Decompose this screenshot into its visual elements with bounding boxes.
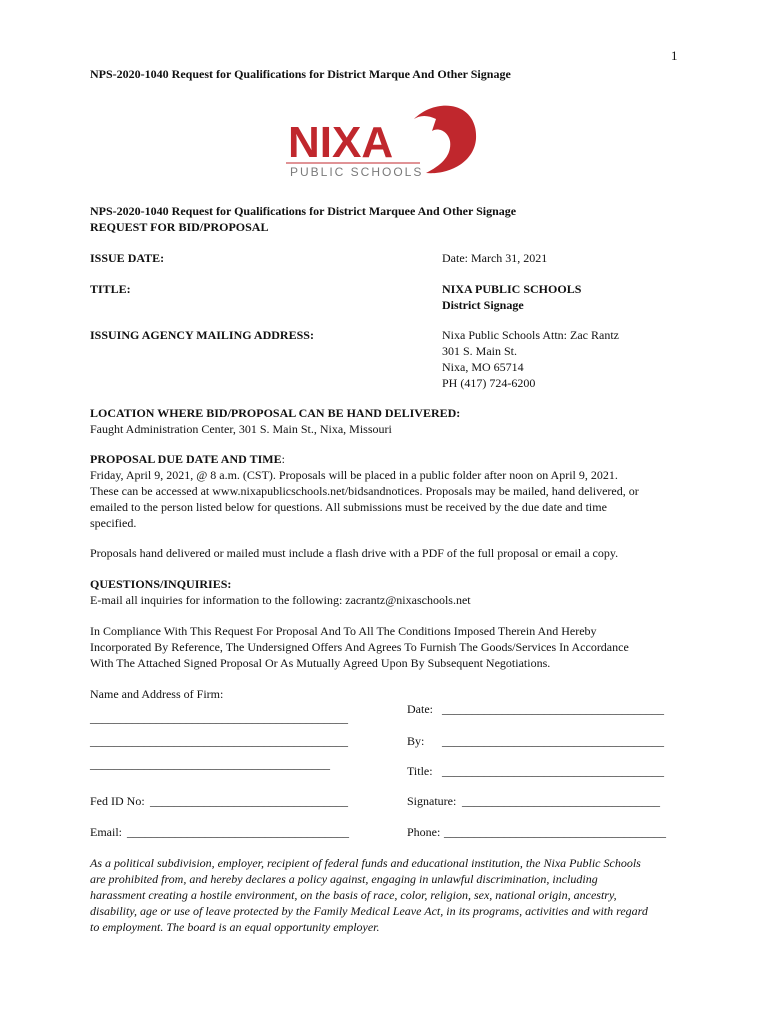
signature-field[interactable]: _________________________________ bbox=[462, 794, 660, 808]
eagle-icon bbox=[414, 106, 476, 174]
due-text-line: These can be accessed at www.nixapublicschools.net/bidsandnotices. Proposals may be mailed, hand delivered, or bbox=[90, 484, 639, 498]
eeo-line: disability, age or use of leave protected by the Family Medical Leave Act, in its programs, activities and with regard bbox=[90, 904, 648, 918]
fed-id-field[interactable]: _________________________________ bbox=[150, 794, 348, 808]
doc-title: NPS-2020-1040 Request for Qualifications for District Marquee And Other Signage bbox=[90, 204, 517, 218]
title-value-line-1: NIXA PUBLIC SCHOOLS bbox=[442, 282, 582, 296]
location-heading: LOCATION WHERE BID/PROPOSAL CAN BE HAND DELIVERED: bbox=[90, 406, 461, 420]
fed-id-label: Fed ID No: bbox=[90, 794, 145, 808]
by-label: By: bbox=[407, 734, 425, 748]
title-label: TITLE: bbox=[90, 282, 131, 296]
address-line: 301 S. Main St. bbox=[442, 344, 518, 358]
address-line: PH (417) 724-6200 bbox=[442, 376, 536, 390]
due-text-line: specified. bbox=[90, 516, 137, 530]
questions-text: E-mail all inquiries for information to the following: zacrantz@nixaschools.net bbox=[90, 593, 471, 607]
eeo-line: harassment creating a hostile environment, on the basis of race, color, religion, sex, national origin, ancestry, bbox=[90, 888, 617, 902]
logo-wordmark: NIXA bbox=[288, 118, 394, 167]
date-field[interactable]: _____________________________________ bbox=[442, 702, 664, 716]
phone-label: Phone: bbox=[407, 825, 441, 839]
due-text-line: emailed to the person listed below for questions. All submissions must be received by the due date and time bbox=[90, 500, 607, 514]
header-title: NPS-2020-1040 Request for Qualifications for District Marque And Other Signage bbox=[90, 67, 511, 81]
title-field-label: Title: bbox=[407, 764, 433, 778]
date-label: Date: bbox=[407, 702, 433, 716]
phone-field[interactable]: _____________________________________ bbox=[444, 825, 666, 839]
compliance-line: In Compliance With This Request For Proposal And To All The Conditions Imposed Therein And Hereby bbox=[90, 624, 597, 638]
email-field[interactable]: _____________________________________ bbox=[127, 825, 349, 839]
due-text-line: Friday, April 9, 2021, @ 8 a.m. (CST). Proposals will be placed in a public folder after noon on April 9, 2021. bbox=[90, 468, 618, 482]
address-line: Nixa Public Schools Attn: Zac Rantz bbox=[442, 328, 619, 342]
firm-field-line-1[interactable]: ___________________________________________ bbox=[90, 711, 348, 725]
address-label: ISSUING AGENCY MAILING ADDRESS: bbox=[90, 328, 314, 342]
doc-subtitle: REQUEST FOR BID/PROPOSAL bbox=[90, 220, 269, 234]
logo-subtext: PUBLIC SCHOOLS bbox=[290, 165, 424, 179]
firm-field-line-3[interactable]: ________________________________________ bbox=[90, 757, 330, 771]
title-field[interactable]: _____________________________________ bbox=[442, 764, 664, 778]
questions-heading: QUESTIONS/INQUIRIES: bbox=[90, 577, 232, 591]
nixa-logo bbox=[286, 97, 482, 181]
signature-label: Signature: bbox=[407, 794, 457, 808]
issue-date-label: ISSUE DATE: bbox=[90, 251, 165, 265]
by-field[interactable]: _____________________________________ bbox=[442, 734, 664, 748]
address-line: Nixa, MO 65714 bbox=[442, 360, 524, 374]
issue-date-value: Date: March 31, 2021 bbox=[442, 251, 548, 265]
compliance-line: Incorporated By Reference, The Undersigned Offers And Agrees To Furnish The Goods/Services In Accordance bbox=[90, 640, 629, 654]
due-heading-text: PROPOSAL DUE DATE AND TIME bbox=[90, 452, 282, 466]
firm-field-line-2[interactable]: ___________________________________________ bbox=[90, 734, 348, 748]
page-number: 1 bbox=[671, 48, 678, 63]
eeo-line: As a political subdivision, employer, recipient of federal funds and educational institution, the Nixa Public Schools bbox=[90, 856, 641, 870]
flash-drive-text: Proposals hand delivered or mailed must include a flash drive with a PDF of the full proposal or email a copy. bbox=[90, 546, 619, 560]
nixa-logo-graphic bbox=[286, 97, 482, 181]
eeo-line: are prohibited from, and hereby declares a policy against, engaging in unlawful discrimination, including bbox=[90, 872, 598, 886]
location-text: Faught Administration Center, 301 S. Main St., Nixa, Missouri bbox=[90, 422, 392, 436]
email-label: Email: bbox=[90, 825, 122, 839]
due-heading bbox=[90, 451, 285, 467]
title-value-line-2: District Signage bbox=[442, 298, 524, 312]
due-heading-colon: : bbox=[281, 452, 285, 466]
eeo-line: to employment. The board is an equal opportunity employer. bbox=[90, 920, 380, 934]
compliance-line: With The Attached Signed Proposal Or As Mutually Agreed Upon By Subsequent Negotiations. bbox=[90, 656, 551, 670]
firm-label: Name and Address of Firm: bbox=[90, 687, 224, 701]
